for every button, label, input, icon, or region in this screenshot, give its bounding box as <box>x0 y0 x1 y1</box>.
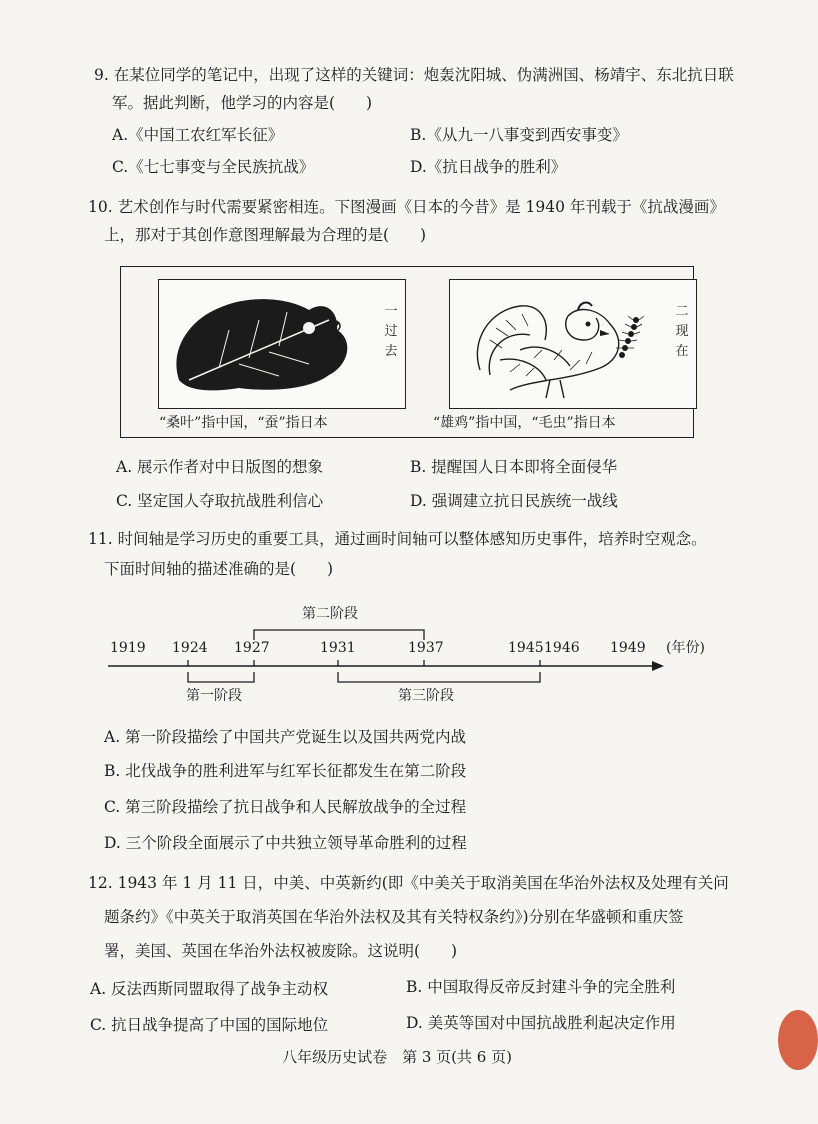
q10-option-b[interactable]: B. 提醒国人日本即将全面侵华 <box>410 458 618 476</box>
q9-option-d[interactable]: D.《抗日战争的胜利》 <box>410 158 567 176</box>
q11-option-b[interactable]: B. 北伐战争的胜利进军与红军长征都发生在第二阶段 <box>104 762 467 780</box>
timeline-figure <box>104 598 705 708</box>
stage3-bracket <box>338 672 540 682</box>
q10-option-a[interactable]: A. 展示作者对中日版图的想象 <box>116 458 324 476</box>
cartoon-panel-past <box>158 279 406 409</box>
year-1931: 1931 <box>320 640 356 656</box>
year-1946: 1946 <box>544 640 580 656</box>
cartoon-label-past: 一过去 <box>384 304 398 359</box>
stage3-label: 第三阶段 <box>398 688 454 704</box>
year-1945: 1945 <box>508 640 544 656</box>
q9-option-c[interactable]: C.《七七事变与全民族抗战》 <box>112 158 315 176</box>
red-stamp-mark <box>778 1010 818 1070</box>
q11-stem-line2: 下面时间轴的描述准确的是( ) <box>104 560 334 578</box>
q9-option-a[interactable]: A.《中国工农红军长征》 <box>112 126 284 144</box>
stage1-bracket <box>188 672 254 682</box>
axis-unit: (年份) <box>666 640 705 656</box>
cartoon-frame <box>120 266 694 438</box>
cartoon-label-present: 二现在 <box>675 304 689 359</box>
rooster-caterpillar-illustration <box>450 280 695 407</box>
q11-option-c[interactable]: C. 第三阶段描绘了抗日战争和人民解放战争的全过程 <box>104 798 467 816</box>
q12-option-a[interactable]: A. 反法西斯同盟取得了战争主动权 <box>90 980 329 998</box>
mulberry-leaf-silkworm-illustration <box>159 280 404 407</box>
timeline-axis <box>104 598 705 708</box>
year-1949: 1949 <box>610 640 646 656</box>
axis-arrow <box>652 661 664 671</box>
stage2-bracket <box>254 630 424 640</box>
q11-option-d[interactable]: D. 三个阶段全面展示了中共独立领导革命胜利的过程 <box>104 834 467 852</box>
cartoon-caption-past: “桑叶”指中国，“蚕”指日本 <box>159 415 328 431</box>
q10-option-d[interactable]: D. 强调建立抗日民族统一战线 <box>410 492 618 510</box>
q9-option-b[interactable]: B.《从九一八事变到西安事变》 <box>410 126 628 144</box>
page-footer: 八年级历史试卷 第 3 页(共 6 页) <box>282 1048 512 1066</box>
year-1937: 1937 <box>408 640 444 656</box>
q11-option-a[interactable]: A. 第一阶段描绘了中国共产党诞生以及国共两党内战 <box>104 728 467 746</box>
stage1-label: 第一阶段 <box>186 688 242 704</box>
year-1927: 1927 <box>234 640 270 656</box>
q12-stem-line3: 署，美国、英国在华治外法权被废除。这说明( ) <box>104 942 458 960</box>
q10-stem-line2: 上，那对于其创作意图理解最为合理的是( ) <box>104 226 427 244</box>
q9-stem-line1: 9. 在某位同学的笔记中，出现了这样的关键词：炮轰沈阳城、伪满洲国、杨靖宇、东北抗日联 <box>94 66 734 84</box>
q11-stem-line1: 11. 时间轴是学习历史的重要工具，通过画时间轴可以整体感知历史事件，培养时空观念。 <box>88 530 707 548</box>
q12-option-b[interactable]: B. 中国取得反帝反封建斗争的完全胜利 <box>406 978 676 996</box>
q12-option-c[interactable]: C. 抗日战争提高了中国的国际地位 <box>90 1016 329 1034</box>
q10-option-c[interactable]: C. 坚定国人夺取抗战胜利信心 <box>116 492 324 510</box>
q10-stem-line1: 10. 艺术创作与时代需要紧密相连。下图漫画《日本的今昔》是 1940 年刊载于《抗战漫画》 <box>88 198 725 216</box>
stage2-label: 第二阶段 <box>302 606 358 622</box>
year-1924: 1924 <box>172 640 208 656</box>
axis-ticks <box>188 660 540 666</box>
year-1919: 1919 <box>110 640 146 656</box>
cartoon-caption-present: “雄鸡”指中国，“毛虫”指日本 <box>433 415 616 431</box>
cartoon-panel-present <box>449 279 697 409</box>
q12-stem-line1: 12. 1943 年 1 月 11 日，中美、中英新约(即《中美关于取消美国在华治外法权及处理有关问 <box>88 874 729 892</box>
q9-stem-line2: 军。据此判断，他学习的内容是( ) <box>112 94 373 112</box>
q12-option-d[interactable]: D. 美英等国对中国抗战胜利起决定作用 <box>406 1014 676 1032</box>
q12-stem-line2: 题条约》《中英关于取消英国在华治外法权及其有关特权条约》)分别在华盛顿和重庆签 <box>104 908 684 926</box>
